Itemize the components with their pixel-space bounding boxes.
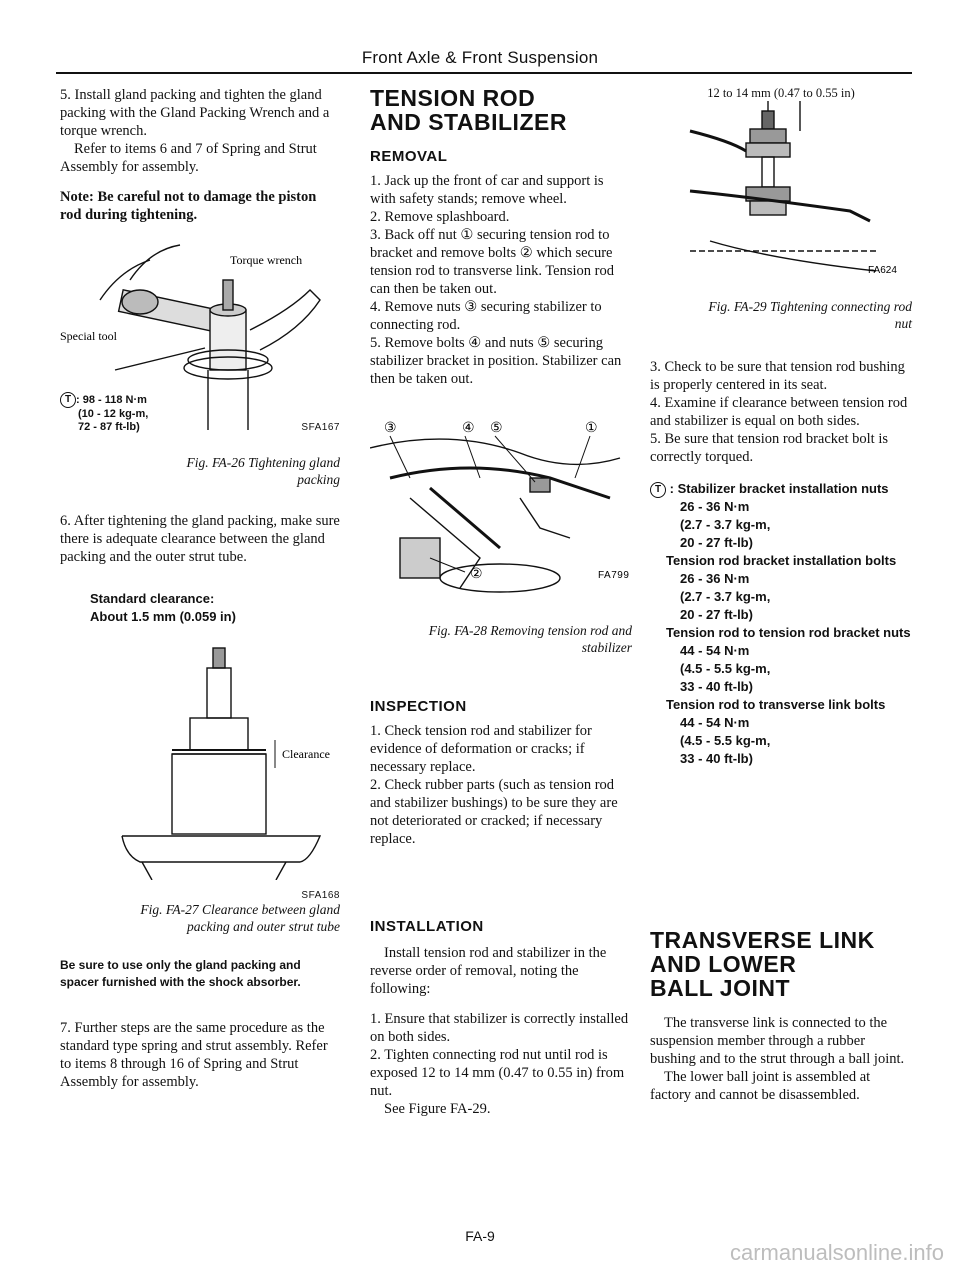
check-step: 4. Examine if clearance between tension rod and stabilizer is equal on both sides.: [650, 395, 908, 429]
removal-step: 2. Remove splashboard.: [370, 209, 510, 225]
fig27-code: SFA168: [301, 890, 340, 901]
callout-1: ①: [585, 421, 598, 436]
label-special-tool: Special tool: [60, 329, 117, 343]
torque-symbol-icon: T: [650, 482, 666, 498]
fig26-torque-spec: T : 98 - 118 N·m (10 - 12 kg-m, 72 - 87 ft-lb): [60, 392, 148, 434]
torque-spec-values: 26 - 36 N·m (2.7 - 3.7 kg-m, 20 - 27 ft-lb): [680, 571, 771, 622]
column-left: [60, 86, 340, 1091]
torque-spec-label: Tension rod to tension rod bracket nuts: [666, 625, 911, 640]
inspection-steps: [370, 722, 632, 848]
check-step: 3. Check to be sure that tension rod bushing is properly centered in its seat.: [650, 359, 905, 393]
torque-spec-label: Tension rod to transverse link bolts: [666, 697, 886, 712]
connecting-rod-illustration: [650, 101, 912, 281]
installation-steps: [370, 1010, 632, 1118]
figure-fa-29: [650, 86, 912, 286]
callout-4: ④: [462, 421, 475, 436]
standard-clearance: Standard clearance: About 1.5 mm (0.059 in): [90, 591, 236, 624]
label-torque-wrench: Torque wrench: [230, 253, 303, 267]
torque-symbol-icon: T: [60, 392, 76, 408]
transverse-text: The transverse link is connected to the suspension member through a rubber bushing and to the strut through a ball joint. The lower ball joint is assembled at factory and cannot be disassembled.: [650, 1015, 905, 1103]
torque-spec-label: Tension rod bracket installation bolts: [666, 553, 897, 568]
fig29-code: FA624: [868, 265, 897, 276]
removal-step: 1. Jack up the front of car and support is with safety stands; remove wheel.: [370, 173, 604, 207]
installation-step: See Figure FA-29.: [384, 1101, 491, 1117]
warning-text: Be sure to use only the gland packing and spacer furnished with the shock absorber.: [60, 958, 301, 989]
installation-heading: INSTALLATION: [370, 918, 484, 935]
removal-step: 3. Back off nut ① securing tension rod to bracket and remove bolts ② which secure tension rod to transverse link. Tension rod can then be taken out.: [370, 227, 614, 297]
fig29-caption: Fig. FA-29 Tightening connecting rod nut: [708, 299, 912, 331]
label-clearance: Clearance: [282, 747, 330, 761]
step-5: 5. Install gland packing and tighten the gland packing with the Gland Packing Wrench and a torque wrench.: [60, 87, 330, 139]
removal-step: 4. Remove nuts ③ securing stabilizer to connecting rod.: [370, 299, 602, 333]
torque-spec-values: 44 - 54 N·m (4.5 - 5.5 kg-m, 33 - 40 ft-lb): [680, 643, 771, 694]
column-right: [650, 86, 912, 1104]
step-6: 6. After tightening the gland packing, make sure there is adequate clearance between the gland packing and the outer strut tube.: [60, 513, 340, 565]
inspection-heading: INSPECTION: [370, 698, 467, 715]
removal-steps: [370, 172, 632, 388]
note-text: Note: Be careful not to damage the piston rod during tightening.: [60, 189, 317, 223]
clearance-illustration: [60, 640, 340, 880]
removal-step: 5. Remove bolts ④ and nuts ⑤ securing stabilizer bracket in position. Stabilizer can then be taken out.: [370, 335, 622, 387]
torque-spec-values: 26 - 36 N·m (2.7 - 3.7 kg-m, 20 - 27 ft-lb): [680, 499, 771, 550]
removal-heading: REMOVAL: [370, 148, 448, 165]
check-step: 5. Be sure that tension rod bracket bolt is correctly torqued.: [650, 431, 888, 465]
callout-2: ②: [470, 567, 483, 582]
figure-fa-28: [370, 418, 632, 602]
figure-fa-27: [60, 640, 340, 880]
torque-spec-block: T : Stabilizer bracket installation nuts 26 - 36 N·m (2.7 - 3.7 kg-m, 20 - 27 ft-lb) Tension rod bracket installation bolts 26 - 36 N·m (2.7 - 3.7 kg-m, 20 - 27 ft-lb) Tension rod to tension rod bracket nuts 44 - 54 N·m (4.5 - 5.5 kg-m, 33 - 40 ft-lb) Tension rod to transverse link bolts 44 - 54 N·m (4.5 - 5.5 kg-m, 33 - 40 ft-lb): [650, 480, 912, 768]
column-middle: [370, 86, 632, 1118]
step-7: 7. Further steps are the same procedure as the standard type spring and strut assembly. Refer to items 8 through 16 of Spring and Strut Assembly for assembly.: [60, 1020, 328, 1090]
inspection-step: 1. Check tension rod and stabilizer for evidence of deformation or cracks; if necessary replace.: [370, 723, 592, 775]
fig28-code: FA799: [598, 570, 630, 581]
fig26-caption: Fig. FA-26 Tightening gland packing: [186, 455, 340, 487]
installation-intro: Install tension rod and stabilizer in the reverse order of removal, noting the following:: [370, 945, 607, 997]
step-5-ref: Refer to items 6 and 7 of Spring and Strut Assembly for assembly.: [60, 141, 317, 175]
fig26-code: SFA167: [301, 422, 340, 433]
callout-3: ③: [384, 421, 397, 436]
fig29-dimension-label: 12 to 14 mm (0.47 to 0.55 in): [707, 86, 855, 100]
check-steps: [650, 358, 912, 466]
installation-step: 1. Ensure that stabilizer is correctly installed on both sides.: [370, 1011, 629, 1045]
installation-step: 2. Tighten connecting rod nut until rod is exposed 12 to 14 mm (0.47 to 0.55 in) from nut.: [370, 1047, 625, 1099]
fig27-caption: Fig. FA-27 Clearance between gland packing and outer strut tube: [140, 902, 340, 934]
header-rule: [56, 72, 912, 74]
watermark[interactable]: carmanualsonline.info: [729, 1240, 944, 1265]
section-title-transverse-link: TRANSVERSE LINK AND LOWER BALL JOINT: [650, 927, 875, 1001]
section-title-tension-rod: TENSION ROD AND STABILIZER: [370, 85, 567, 135]
fig28-caption: Fig. FA-28 Removing tension rod and stabilizer: [428, 623, 632, 655]
figure-fa-26: [60, 240, 340, 440]
tension-rod-stabilizer-illustration: [370, 418, 632, 602]
inspection-step: 2. Check rubber parts (such as tension rod and stabilizer bushings) to be sure they are not deteriorated or cracked; if necessary replace.: [370, 777, 618, 847]
running-header: Front Axle & Front Suspension: [361, 48, 599, 67]
torque-spec-values: 44 - 54 N·m (4.5 - 5.5 kg-m, 33 - 40 ft-lb): [680, 715, 771, 766]
page-number: FA-9: [465, 1228, 495, 1244]
callout-5: ⑤: [490, 421, 503, 436]
